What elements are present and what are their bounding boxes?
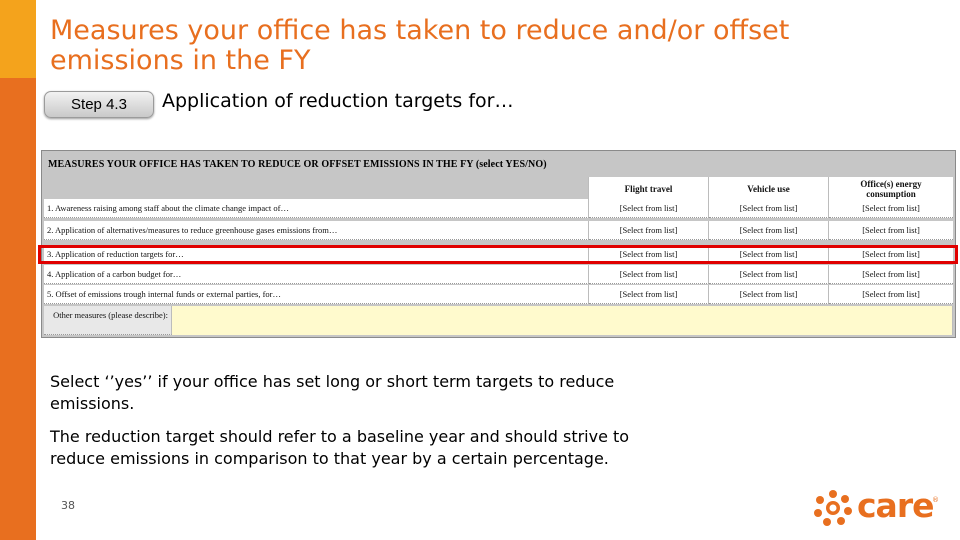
row-label: 5. Offset of emissions trough internal funds or external parties, for… (44, 285, 589, 304)
explanation-paragraph: The reduction target should refer to a baseline year and should strive to reduce emissions in comparison to that year by a certain percentage. (50, 427, 630, 468)
care-sunburst-icon (812, 488, 854, 528)
other-measures-label: Other measures (please describe): (44, 306, 172, 335)
care-logo (812, 488, 942, 528)
table-row (44, 199, 953, 218)
row-label: 1. Awareness raising among staff about the climate change impact of… (44, 199, 589, 218)
select-from-list-dropdown[interactable]: [Select from list] (829, 199, 953, 218)
table-row (44, 265, 953, 284)
select-from-list-dropdown[interactable]: [Select from list] (829, 221, 953, 240)
select-from-list-dropdown[interactable]: [Select from list] (709, 285, 829, 304)
row-label: 4. Application of a carbon budget for… (44, 265, 589, 284)
table-row (44, 221, 953, 240)
select-from-list-dropdown[interactable]: [Select from list] (709, 221, 829, 240)
slide-title: Measures your office has taken to reduce and/or offset emissions in the FY (50, 15, 790, 76)
logo-wordmark: care (857, 486, 934, 525)
select-from-list-dropdown[interactable]: [Select from list] (709, 265, 829, 284)
instruction-paragraph: Select ‘’yes’’ if your office has set long or short term targets to reduce emissions. (50, 372, 615, 413)
select-from-list-dropdown[interactable]: [Select from list] (589, 221, 709, 240)
step-heading: Application of reduction targets for… (162, 90, 514, 112)
select-from-list-dropdown[interactable]: [Select from list] (589, 199, 709, 218)
column-header-flight-travel: Flight travel (589, 177, 709, 202)
select-from-list-dropdown[interactable]: [Select from list] (829, 245, 953, 264)
other-measures-row (44, 306, 953, 335)
select-from-list-dropdown[interactable]: [Select from list] (589, 245, 709, 264)
column-header-office-energy: Office(s) energy consumption (829, 177, 953, 202)
row-3-highlight-box (38, 245, 958, 264)
select-from-list-dropdown[interactable]: [Select from list] (829, 285, 953, 304)
other-measures-input[interactable] (172, 306, 953, 335)
column-header-vehicle-use: Vehicle use (709, 177, 829, 202)
select-from-list-dropdown[interactable]: [Select from list] (829, 265, 953, 284)
side-accent-bar-top (0, 0, 36, 78)
row-label: 2. Application of alternatives/measures to reduce greenhouse gases emissions from… (44, 221, 589, 240)
side-accent-bar (0, 0, 36, 540)
page-number: 38 (61, 499, 75, 512)
select-from-list-dropdown[interactable]: [Select from list] (589, 265, 709, 284)
select-from-list-dropdown[interactable]: [Select from list] (589, 285, 709, 304)
measures-table (41, 150, 956, 338)
select-from-list-dropdown[interactable]: [Select from list] (709, 199, 829, 218)
step-badge: Step 4.3 (44, 91, 154, 118)
select-from-list-dropdown[interactable]: [Select from list] (709, 245, 829, 264)
row-label: 3. Application of reduction targets for… (44, 245, 589, 264)
table-header: MEASURES YOUR OFFICE HAS TAKEN TO REDUCE OR OFFSET EMISSIONS IN THE FY (select YES/NO) (44, 154, 953, 174)
logo-trademark: ® (932, 496, 939, 504)
table-row (44, 285, 953, 304)
